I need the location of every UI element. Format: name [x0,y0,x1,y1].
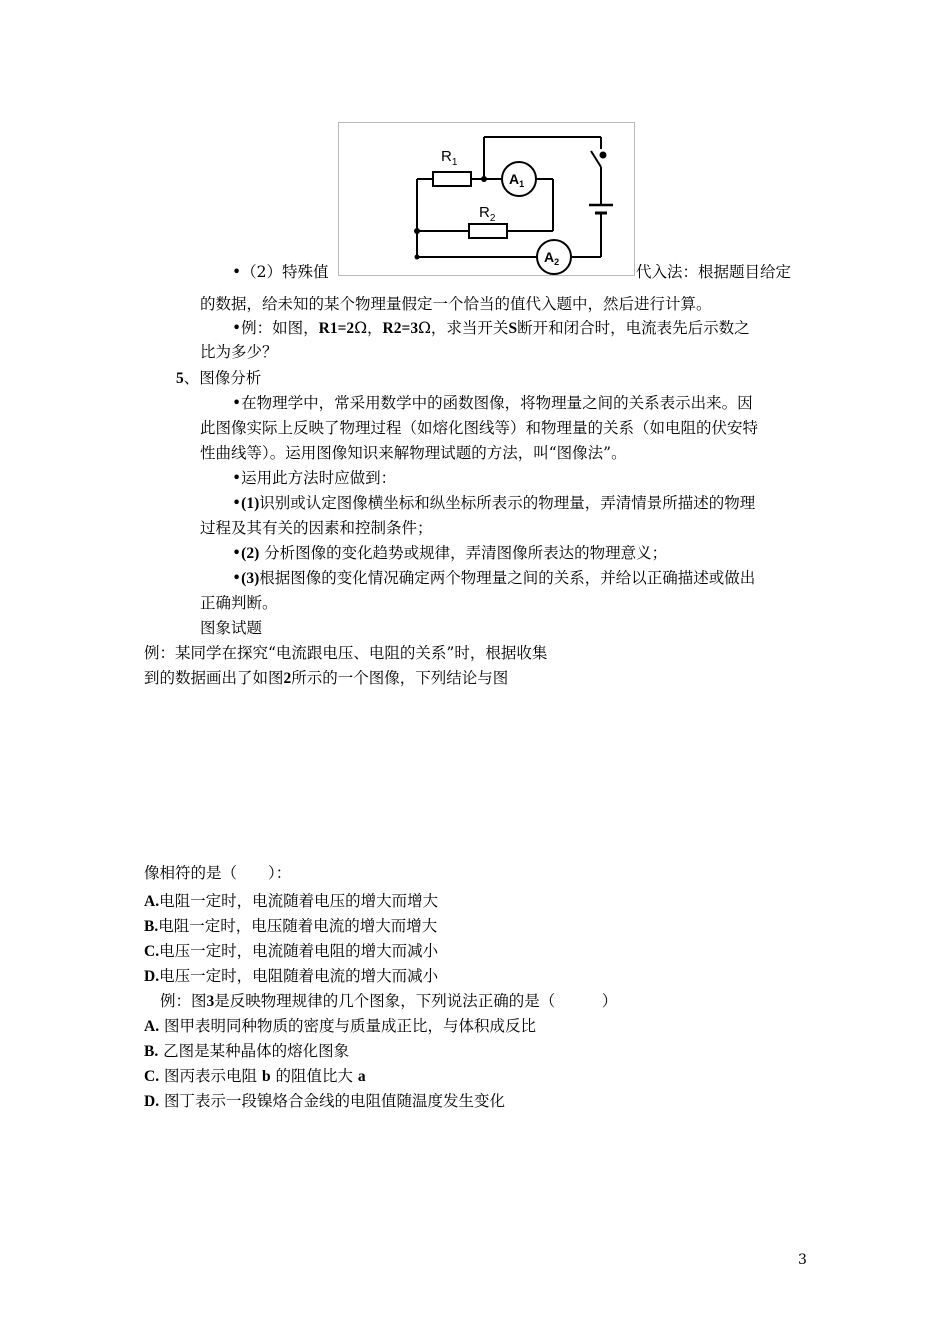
option-a: A.电阻一定时，电流随着电压的增大而增大 [144,892,439,910]
r1-label: R [441,148,452,165]
paragraph-line: •在物理学中，常采用数学中的函数图像，将物理量之间的关系表示出来。因 [232,394,753,412]
special-value-heading-left: •（2）特殊值 [232,263,329,281]
paragraph-line: 过程及其有关的因素和控制条件； [200,519,433,537]
paragraph-line: 正确判断。 [200,594,278,612]
svg-text:A1 [509,171,524,189]
svg-text:A2 [544,249,559,267]
paragraph-line: 像相符的是（ ）： [144,864,292,882]
paragraph-line: •(3)根据图像的变化情况确定两个物理量之间的关系，并给以正确描述或做出 [232,569,756,587]
example-question-1: 例：某同学在探究“电流跟电压、电阻的关系”时，根据收集 [144,644,548,662]
section-heading-graph-problems: 图象试题 [200,619,263,637]
r1-subscript: 1 [451,157,458,168]
option-c: C. 图丙表示电阻 b 的阻值比大 a [144,1067,366,1085]
page-number: 3 [798,1252,807,1268]
paragraph-line: 此图像实际上反映了物理过程（如熔化图线等）和物理量的关系（如电阻的伏安特 [200,419,759,437]
example-circuit-line: •例：如图，R1=2Ω，R2=3Ω，求当开关S断开和闭合时，电流表先后示数之 [232,319,750,337]
paragraph-line: 的数据，给未知的某个物理量假定一个恰当的值代入题中，然后进行计算。 [200,295,712,313]
a1-label: A [509,171,520,187]
svg-text:R2 [479,204,496,224]
option-a: A. 图甲表明同种物质的密度与质量成正比，与体积成反比 [144,1017,537,1035]
r2-label: R [479,204,490,221]
option-d: D. 图丁表示一段镍烙合金线的电阻值随温度发生变化 [144,1092,506,1110]
paragraph-line: •(1)识别或认定图像横坐标和纵坐标所表示的物理量，弄清情景所描述的物理 [232,494,756,512]
special-value-heading-right: 代入法：根据题目给定 [636,263,792,281]
resistor-r2 [469,224,507,238]
r2-subscript: 2 [489,213,496,224]
option-b: B.电阻一定时，电压随着电流的增大而增大 [144,917,438,935]
section-heading-graph-analysis: 5、图像分析 [176,369,262,387]
paragraph-line: 性曲线等）。运用图像知识来解物理试题的方法，叫“图像法”。 [200,444,627,462]
paragraph-line: 到的数据画出了如图2所示的一个图像，下列结论与图 [144,669,509,687]
svg-text:R1 [441,148,458,168]
a1-subscript: 1 [519,179,525,189]
paragraph-line: 比为多少？ [200,343,278,361]
option-c: C.电压一定时，电流随着电阻的增大而减小 [144,942,439,960]
a2-subscript: 2 [554,257,560,267]
a2-label: A [544,249,555,265]
option-d: D.电压一定时，电阻随着电流的增大而减小 [144,967,439,985]
paragraph-line: •运用此方法时应做到： [232,469,397,487]
option-b: B. 乙图是某种晶体的熔化图象 [144,1042,350,1060]
circuit-diagram [338,122,635,276]
resistor-r1 [433,172,471,186]
paragraph-line: •(2) 分析图像的变化趋势或规律，弄清图像所表达的物理意义； [232,544,668,562]
circuit-schematic [339,123,636,277]
switch-s [591,151,601,167]
example-question-2: 例：图3是反映物理规律的几个图象，下列说法正确的是（ ） [160,992,618,1010]
